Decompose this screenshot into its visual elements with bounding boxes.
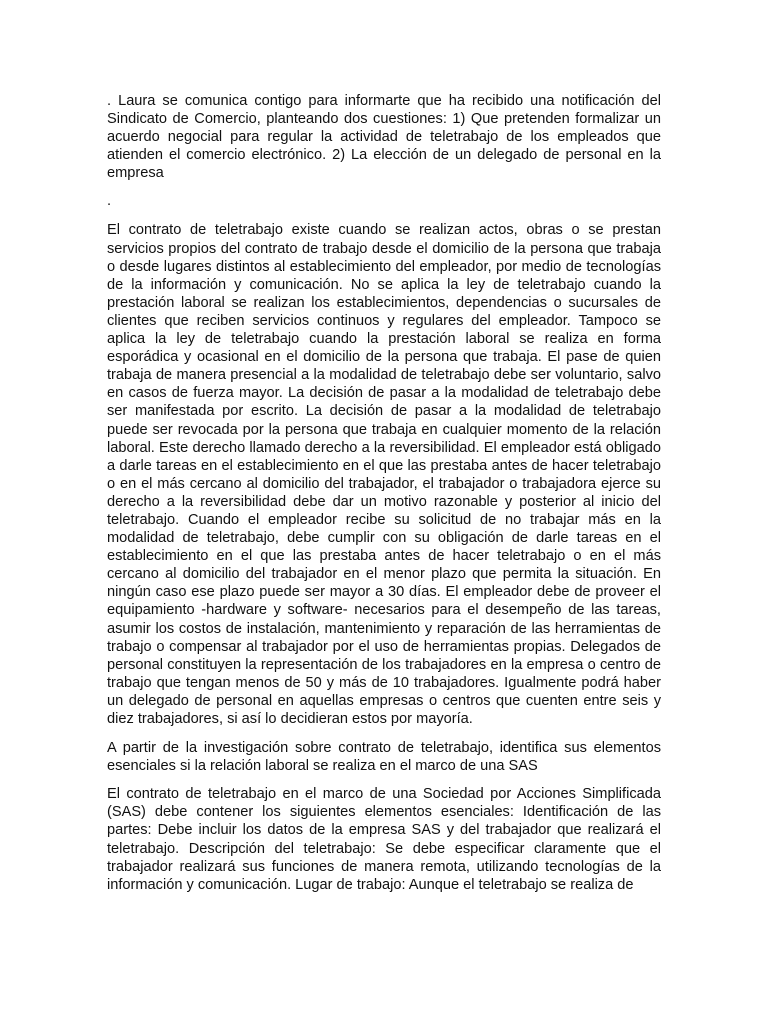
separator-dot: . [107,193,112,210]
question-paragraph: A partir de la investigación sobre contrato de teletrabajo, identifica sus elementos esenciales si la relación laboral se realiza en el marco de una SAS [107,740,661,775]
intro-paragraph: . Laura se comunica contigo para informarte que ha recibido una notificación del Sindicato de Comercio, planteando dos cuestiones: 1) Que pretenden formalizar un acuerdo negocial para regular la actividad de teletrabajo de los empleados que atienden el comercio electrónico. 2) La elección de un delegado de personal en la empresa [107,93,661,182]
answer-paragraph: El contrato de teletrabajo en el marco de una Sociedad por Acciones Simplificada (SAS) debe contener los siguientes elementos esenciales: Identificación de las partes: Debe incluir los datos de la empresa SAS y del trabajador que realizará el teletrabajo. Descripción del teletrabajo: Se debe especificar claramente que el trabajador realizará sus funciones de manera remota, utilizando tecnologías de la información y comunicación. Lugar de trabajo: Aunque el teletrabajo se realiza de [107,786,661,893]
main-paragraph: El contrato de teletrabajo existe cuando se realizan actos, obras o se prestan servicios propios del contrato de trabajo desde el domicilio de la persona que trabaja o desde lugares distintos al establecimiento del empleador, por medio de tecnologías de la información y comunicación. No se aplica la ley de teletrabajo cuando la prestación laboral se realizan los establecimientos, dependencias o sucursales de clientes que reciben servicios continuos y regulares del empleador. Tampoco se aplica la ley de teletrabajo cuando la prestación laboral se realiza en forma esporádica y ocasional en el domicilio de la persona que trabaja. El pase de quien trabaja de manera presencial a la modalidad de teletrabajo debe ser voluntario, salvo en casos de fuerza mayor. La decisión de pasar a la modalidad de teletrabajo debe ser manifestada por escrito. La decisión de pasar a la modalidad de teletrabajo puede ser revocada por la persona que trabaja en cualquier momento de la relación laboral. Este derecho llamado derecho a la reversibilidad. El empleador está obligado a darle tareas en el establecimiento en el que las prestaba antes de hacer teletrabajo o en el más cercano al domicilio del trabajador, el trabajador o trabajadora ejerce su derecho a la reversibilidad debe dar un motivo razonable y posterior al inicio del teletrabajo. Cuando el empleador recibe su solicitud de no trabajar más en la modalidad de teletrabajo, debe cumplir con su obligación de darle tareas en el establecimiento en el que las prestaba antes de hacer teletrabajo o en el más cercano al domicilio del trabajador en el menor plazo que permita la situación. En ningún caso ese plazo puede ser mayor a 30 días. El empleador debe de proveer el equipamiento -hardware y software- necesarios para el desempeño de las tareas, asumir los costos de instalación, mantenimiento y reparación de las herramientas de trabajo o compensar al trabajador por el uso de herramientas propias. Delegados de personal constituyen la representación de los trabajadores en la empresa o centro de trabajo que tengan menos de 50 y más de 10 trabajadores. Igualmente podrá haber un delegado de personal en aquellas empresas o centros que cuenten entre seis y diez trabajadores, si así lo decidieran estos por mayoría. [107,222,661,727]
document-page [107,92,661,894]
